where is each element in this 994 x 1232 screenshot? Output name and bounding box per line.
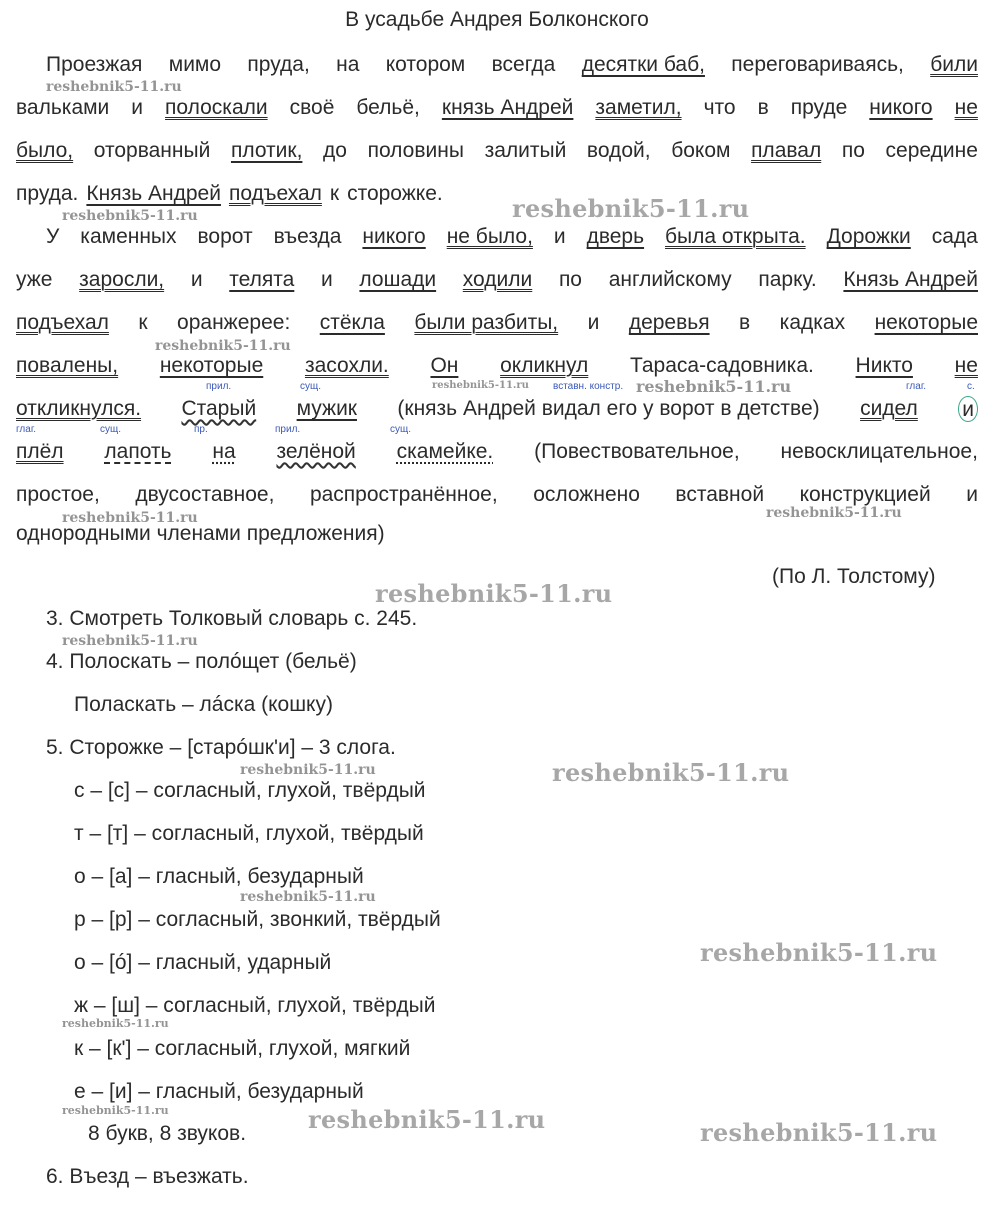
- word: распространённое,: [309, 483, 498, 506]
- watermark: reshebnik5-11.ru: [62, 208, 198, 224]
- word: и: [131, 96, 144, 119]
- word: середине: [885, 139, 978, 162]
- word: пруда.: [16, 182, 79, 205]
- word: и: [321, 268, 333, 291]
- watermark: reshebnik5-11.ru: [700, 1118, 938, 1147]
- watermark: reshebnik5-11.ru: [636, 377, 792, 396]
- word: в: [757, 96, 769, 119]
- predicate-word: окликнул: [500, 354, 589, 377]
- paragraph-2-line-1: [46, 224, 978, 250]
- word: мимо: [168, 53, 222, 76]
- predicate-word: подъехал: [228, 182, 322, 205]
- word: пруда,: [247, 53, 310, 76]
- predicate-word: засохли.: [304, 354, 389, 377]
- word: Проезжая: [46, 53, 143, 76]
- item-4: 4. Полоскать – полóщет (бельё): [46, 650, 357, 673]
- watermark: reshebnik5-11.ru: [375, 579, 613, 608]
- paragraph-1-line-1: [46, 52, 978, 78]
- predicate-word: били: [930, 53, 978, 76]
- subject-word: никого: [869, 96, 933, 119]
- subject-word: десятки баб,: [581, 53, 705, 76]
- word: английскому: [608, 268, 732, 291]
- watermark: reshebnik5-11.ru: [700, 938, 938, 967]
- word: до: [323, 139, 347, 162]
- word: бельё,: [356, 96, 420, 119]
- word: к: [138, 311, 148, 334]
- predicate-word: повалены,: [16, 354, 119, 377]
- predicate-word: не было,: [446, 225, 533, 248]
- watermark: reshebnik5-11.ru: [46, 79, 182, 95]
- watermark: reshebnik5-11.ru: [552, 758, 790, 787]
- object-word: лапоть: [104, 440, 172, 463]
- paragraph-1-line-2: [16, 95, 978, 121]
- letter-sound-count: 8 букв, 8 звуков.: [88, 1122, 247, 1145]
- predicate-word: подъехал: [16, 311, 109, 334]
- pos-label-verb: глаг.: [906, 381, 927, 392]
- word: двусоставное,: [135, 483, 275, 506]
- word: невосклицательное,: [780, 440, 978, 463]
- predicate-word: были разбиты,: [414, 311, 559, 334]
- attribute-word: зелёной: [276, 440, 356, 463]
- word: по: [558, 268, 582, 291]
- word: сторожке.: [347, 182, 443, 205]
- subject-word: некоторые: [874, 311, 978, 334]
- watermark: reshebnik5-11.ru: [62, 633, 198, 649]
- paragraph-2-line-5: [16, 396, 978, 422]
- word: в: [739, 311, 751, 334]
- word: простое,: [16, 483, 100, 506]
- pos-label-preposition: пр.: [194, 424, 208, 435]
- word: всегда: [491, 53, 556, 76]
- item-6: 6. Въезд – въезжать.: [46, 1165, 249, 1188]
- pos-label-noun: сущ.: [100, 424, 122, 435]
- item-5: 5. Сторожке – [старóшк'и] – 3 слога.: [46, 736, 396, 759]
- watermark: reshebnik5-11.ru: [766, 505, 902, 521]
- predicate-word: заметил,: [595, 96, 682, 119]
- predicate-word: была открыта.: [665, 225, 806, 248]
- word: кадках: [779, 311, 846, 334]
- phonetic-row: т – [т] – согласный, глухой, твёрдый: [74, 822, 424, 845]
- phonetic-row: о – [а] – гласный, безударный: [74, 865, 364, 888]
- phonetic-row: р – [р] – согласный, звонкий, твёрдый: [74, 908, 441, 931]
- phonetic-row: е – [и] – гласный, безударный: [74, 1080, 364, 1103]
- word: по: [841, 139, 865, 162]
- subject-word: Князь Андрей: [86, 182, 221, 205]
- word: к: [329, 182, 340, 205]
- word: ворот: [197, 225, 253, 248]
- subject-word: дверь: [586, 225, 645, 248]
- predicate-word: плавал: [751, 139, 822, 162]
- word: половины: [367, 139, 464, 162]
- watermark: reshebnik5-11.ru: [240, 762, 376, 778]
- word: оторванный: [93, 139, 211, 162]
- pos-label-noun: сущ.: [390, 424, 412, 435]
- watermark: reshebnik5-11.ru: [432, 380, 529, 391]
- word: и: [553, 225, 566, 248]
- predicate-word: было,: [16, 139, 74, 162]
- word: водой,: [586, 139, 651, 162]
- word: вставной: [675, 483, 765, 506]
- predicate-word: заросли,: [79, 268, 165, 291]
- watermark: reshebnik5-11.ru: [155, 338, 291, 354]
- word: и: [966, 483, 978, 506]
- subject-word: никого: [362, 225, 426, 248]
- subject-word: Дорожки: [826, 225, 911, 248]
- pos-label-conjunction: с.: [967, 381, 975, 392]
- predicate-word: сидел: [860, 397, 918, 420]
- word: и: [587, 311, 600, 334]
- word: Тараса-садовника.: [629, 354, 814, 377]
- word: на: [212, 440, 236, 463]
- pos-label-noun: сущ.: [300, 381, 322, 392]
- subject-word: Князь Андрей: [843, 268, 978, 291]
- word: котором: [385, 53, 466, 76]
- watermark: reshebnik5-11.ru: [512, 194, 750, 223]
- word: осложнено: [533, 483, 640, 506]
- phonetic-row: ж – [ш] – согласный, глухой, твёрдый: [74, 994, 436, 1017]
- attribution: (По Л. Толстому): [772, 565, 936, 588]
- paragraph-1-line-3: [16, 138, 978, 164]
- subject-word: князь Андрей: [441, 96, 574, 119]
- word: оранжерее:: [177, 311, 291, 334]
- item-4-second-word: Поласкать – лáска (кошку): [74, 693, 333, 716]
- word: парку.: [758, 268, 817, 291]
- word: вальками: [16, 96, 110, 119]
- word: своё: [289, 96, 335, 119]
- subject-word: Он: [430, 354, 459, 377]
- word: на: [336, 53, 360, 76]
- pos-label-verb: глаг.: [16, 424, 37, 435]
- word: переговариваясь,: [731, 53, 904, 76]
- conjunction-word: и: [958, 396, 978, 422]
- watermark: reshebnik5-11.ru: [240, 889, 376, 905]
- predicate-word: плёл: [16, 440, 64, 463]
- word: что: [703, 96, 736, 119]
- paragraph-2-line-2: [16, 267, 978, 293]
- paragraph-2-line-3: [16, 310, 978, 336]
- text-title: В усадьбе Андрея Болконского: [345, 8, 649, 31]
- watermark: reshebnik5-11.ru: [62, 1104, 169, 1117]
- watermark: reshebnik5-11.ru: [308, 1105, 546, 1134]
- subject-word: телята: [229, 268, 295, 291]
- word: У: [46, 225, 60, 248]
- subject-word: плотик,: [230, 139, 303, 162]
- subject-word: лошади: [359, 268, 437, 291]
- parenthetical-construction: (князь Андрей видал его у ворот в детстве): [397, 397, 820, 420]
- attribute-word: Старый: [181, 397, 257, 420]
- paragraph-2-line-8: однородными членами предложения): [16, 522, 385, 545]
- word: пруде: [790, 96, 848, 119]
- subject-word: стёкла: [319, 311, 385, 334]
- pos-label-parenthetical: вставн. констр.: [553, 381, 624, 392]
- predicate-word: не: [954, 354, 978, 377]
- word: уже: [16, 268, 53, 291]
- paragraph-1-line-4: [16, 181, 978, 207]
- word: сада: [931, 225, 978, 248]
- word: залитый: [484, 139, 567, 162]
- subject-word: мужик: [296, 397, 357, 420]
- subject-word: деревья: [628, 311, 710, 334]
- predicate-word: ходили: [462, 268, 533, 291]
- subject-word: некоторые: [159, 354, 264, 377]
- pos-label-adjective: прил.: [206, 381, 232, 392]
- item-3: 3. Смотреть Толковый словарь с. 245.: [46, 607, 418, 630]
- word: въезда: [273, 225, 342, 248]
- subject-word: Никто: [855, 354, 913, 377]
- phonetic-row: о – [ó] – гласный, ударный: [74, 951, 332, 974]
- predicate-word: откликнулся.: [16, 397, 142, 420]
- phonetic-row: к – [к'] – согласный, глухой, мягкий: [74, 1037, 411, 1060]
- word: и: [190, 268, 203, 291]
- paragraph-2-line-4: [16, 353, 978, 379]
- predicate-word: полоскали: [165, 96, 268, 119]
- phonetic-row: с – [с] – согласный, глухой, твёрдый: [74, 779, 426, 802]
- word: каменных: [80, 225, 177, 248]
- paragraph-2-line-6: [16, 439, 978, 465]
- watermark: reshebnik5-11.ru: [62, 510, 198, 526]
- adverbial-word: скамейке.: [396, 440, 494, 463]
- word: боком: [671, 139, 731, 162]
- word: (Повествовательное,: [534, 440, 740, 463]
- predicate-word: не: [954, 96, 978, 119]
- pos-label-adjective: прил.: [275, 424, 301, 435]
- watermark: reshebnik5-11.ru: [62, 1017, 169, 1030]
- word: конструкцией: [799, 483, 931, 506]
